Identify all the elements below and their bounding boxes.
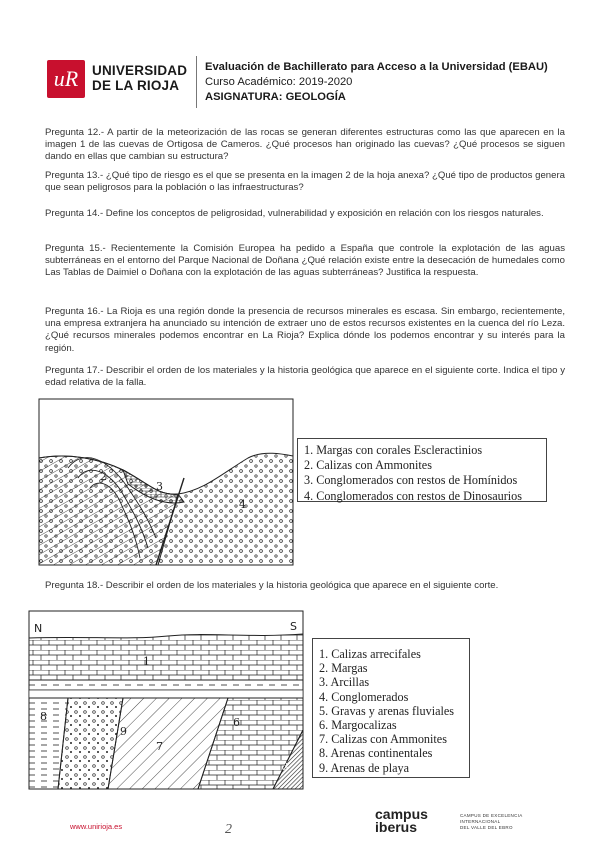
- campus-subtitle: [460, 813, 523, 831]
- question-14: Pregunta 14.- Define los conceptos de peligrosidad, vulnerabilidad y exposición en relación con los riesgos naturales.: [45, 208, 544, 219]
- question-15: Pregunta 15.- Recientemente la Comisión Europea ha pedido a España que controle la explotación de las aguas subterráneas en el entorno del Parque Nacional de Doñana ¿Qué relación existe entre la desecación de humedales como Las Tablas de Daimiel o Doñana con la explotación de las aguas subterráneas? Justifica la respuesta.: [45, 243, 565, 279]
- exam-title: Evaluación de Bachillerato para Acceso a la Universidad (EBAU): [205, 61, 548, 73]
- legend1-item-3: 3. Conglomerados con restos de Homínidos: [304, 473, 518, 488]
- campus-sub2: INTERNACIONAL: [460, 819, 501, 824]
- legend2-item-6: 6. Margocalizas: [319, 718, 397, 733]
- university-logo: uR: [47, 60, 85, 98]
- cross-section-1: [38, 398, 294, 566]
- question-18: Pregunta 18.- Describir el orden de los materiales y la historia geológica que aparece en el siguiente corte.: [45, 580, 499, 591]
- fig2-label-8: 8: [40, 710, 47, 723]
- north-label: N: [34, 622, 43, 635]
- legend-figure-1: [297, 438, 547, 502]
- fig2-label-9: 9: [120, 725, 127, 738]
- university-name-line2: DE LA RIOJA: [92, 78, 180, 93]
- header-divider: [196, 56, 197, 108]
- fig1-label-2: 2: [100, 470, 107, 483]
- south-label: S: [290, 620, 297, 633]
- campus-line2: iberus: [375, 819, 418, 835]
- fig1-label-4: 4: [239, 498, 246, 511]
- legend2-item-1: 1. Calizas arrecifales: [319, 647, 421, 661]
- question-13: Pregunta 13.- ¿Qué tipo de riesgo es el que se presenta en la imagen 2 de la hoja anexa? ¿Qué tipo de productos genera que sean peligrosos para la población o las infraestructuras?: [45, 170, 565, 194]
- question-16: Pregunta 16.- La Rioja es una región donde la presencia de recursos minerales es escasa. Sin embargo, recientemente, una empresa extranjera ha anunciado su intención de extraer uno de estos recursos existentes en la cuenca del río Leza. ¿Qué recursos minerales podemos encontrar en La Rioja? Explica dónde los podemos encontrar y su interés para la región.: [45, 306, 565, 354]
- university-name: [92, 63, 187, 93]
- legend2-item-7: 7. Calizas con Ammonites: [319, 732, 447, 747]
- academic-year: Curso Académico: 2019-2020: [205, 76, 353, 88]
- legend1-item-4: 4. Conglomerados con restos de Dinosaurios: [304, 488, 522, 503]
- campus-sub1: CAMPUS DE EXCELENCIA: [460, 813, 523, 818]
- legend-figure-2: [312, 638, 470, 778]
- fig2-label-3: 3: [282, 762, 289, 773]
- fig1-label-3: 3: [156, 480, 163, 493]
- question-17: Pregunta 17.- Describir el orden de los materiales y la historia geológica que aparece en el siguiente corte. Indica el tipo y edad relativa de la falla.: [45, 365, 565, 389]
- legend2-item-8: 8. Arenas continentales: [319, 746, 433, 761]
- legend1-item-1: 1. Margas con corales Escleractinios: [304, 443, 483, 457]
- question-12: Pregunta 12.- A partir de la meteorización de las rocas se generan diferentes estructuras como las que aparecen en la imagen 1 de las cuevas de Ortigosa de Cameros. ¿Qué procesos han originado las cuevas? ¿Qué procesos se siguen dando en ellas que cambian su estructura?: [45, 127, 565, 163]
- fig2-label-7: 7: [156, 740, 163, 753]
- university-name-line1: UNIVERSIDAD: [92, 63, 188, 78]
- campus-iberus-logo: [375, 808, 428, 834]
- fig2-label-1: 1: [143, 655, 150, 668]
- campus-sub3: DEL VALLE DEL EBRO: [460, 825, 513, 830]
- legend2-item-4: 4. Conglomerados: [319, 689, 409, 704]
- legend2-item-2: 2. Margas: [319, 661, 368, 676]
- page-number: 2: [225, 822, 232, 837]
- university-website-link[interactable]: www.unirioja.es: [70, 822, 123, 831]
- legend2-item-3: 3. Arcillas: [319, 675, 370, 690]
- legend2-item-9: 9. Arenas de playa: [319, 760, 410, 775]
- subject: ASIGNATURA: GEOLOGÍA: [205, 91, 346, 103]
- cross-section-2: [28, 610, 304, 790]
- fig2-label-6: 6: [233, 716, 240, 729]
- legend2-item-5: 5. Gravas y arenas fluviales: [319, 703, 455, 718]
- campus-line1: campus: [375, 806, 428, 822]
- legend1-item-2: 2. Calizas con Ammonites: [304, 458, 432, 473]
